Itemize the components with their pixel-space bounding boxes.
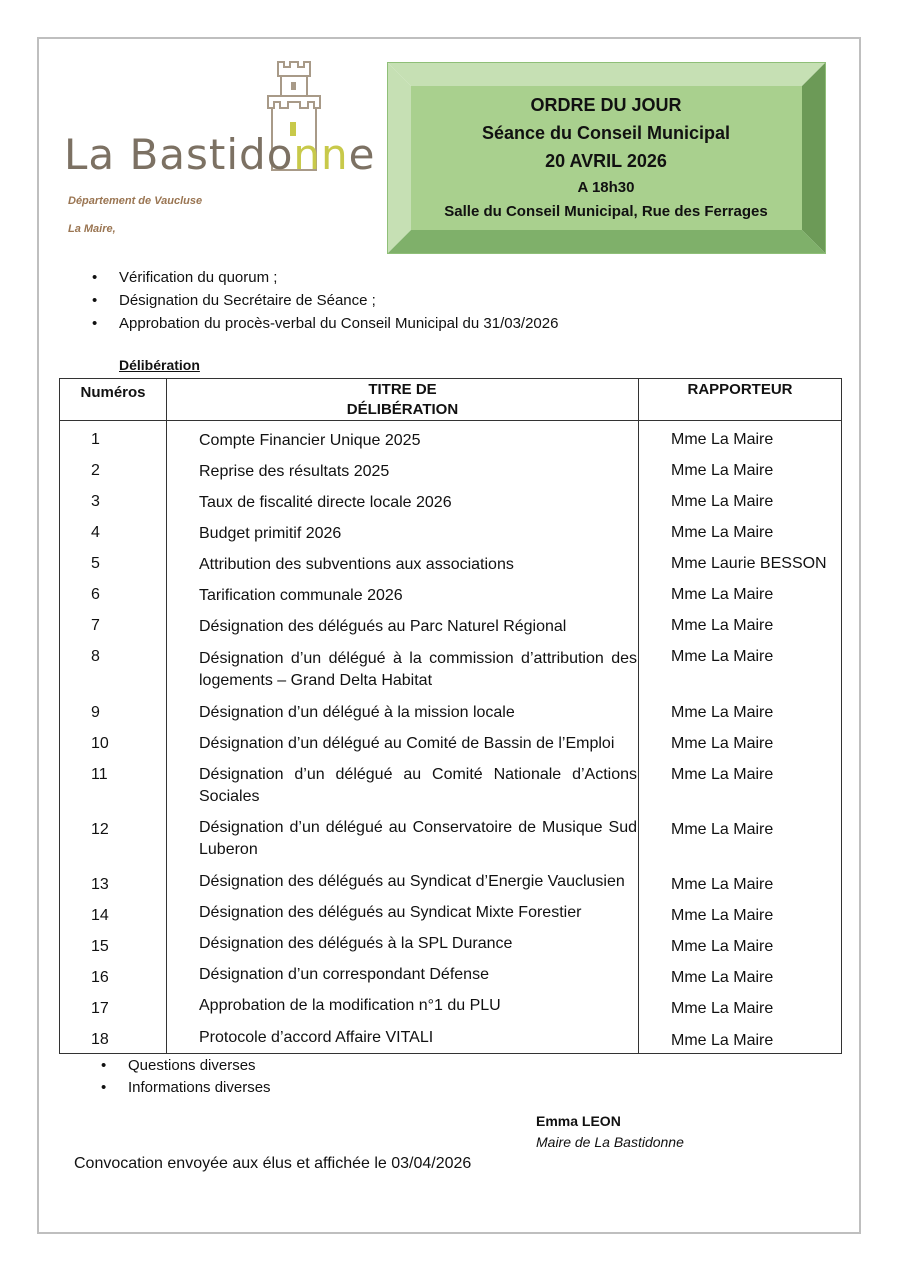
- row-title: Désignation d’un délégué au Comité Nationale d’Actions Sociales: [199, 766, 637, 805]
- session-date: 20 AVRIL 2026: [545, 151, 667, 171]
- row-number: 14: [91, 907, 109, 924]
- table-divider: [166, 378, 167, 1054]
- row-title: Budget primitif 2026: [199, 525, 342, 542]
- row-rapporteur: Mme La Maire: [671, 735, 774, 752]
- header-numeros: Numéros: [80, 384, 146, 401]
- row-rapporteur: Mme La Maire: [671, 431, 774, 448]
- row-title: Désignation d’un délégué à la mission locale: [199, 704, 515, 721]
- signatory-role: Maire de La Bastidonne: [536, 1134, 684, 1150]
- convocation-note: Convocation envoyée aux élus et affichée le 03/04/2026: [74, 1155, 472, 1172]
- row-number: 12: [91, 821, 109, 838]
- row-rapporteur: Mme Laurie BESSON: [671, 555, 827, 572]
- row-number: 6: [91, 586, 100, 603]
- row-number: 2: [91, 462, 100, 479]
- row-title: Taux de fiscalité directe locale 2026: [199, 494, 452, 511]
- row-number: 7: [91, 617, 100, 634]
- row-rapporteur: Mme La Maire: [671, 704, 774, 721]
- row-number: 4: [91, 524, 100, 541]
- agenda-title: ORDRE DU JOUR: [530, 95, 682, 115]
- row-rapporteur: Mme La Maire: [671, 462, 774, 479]
- row-title: Tarification communale 2026: [199, 587, 403, 604]
- session-time: A 18h30: [577, 179, 635, 196]
- row-rapporteur: Mme La Maire: [671, 524, 774, 541]
- header-titre-2: DÉLIBÉRATION: [346, 401, 459, 418]
- row-rapporteur: Mme La Maire: [671, 617, 774, 634]
- table-header-divider: [59, 420, 842, 421]
- row-rapporteur: Mme La Maire: [671, 493, 774, 510]
- logo-text: [64, 130, 376, 179]
- row-rapporteur: Mme La Maire: [671, 766, 774, 783]
- row-rapporteur: Mme La Maire: [671, 876, 774, 893]
- row-number: 5: [91, 555, 100, 572]
- row-title: Désignation d’un délégué au Comité de Bassin de l’Emploi: [199, 735, 615, 752]
- row-number: 1: [91, 431, 100, 448]
- row-rapporteur: Mme La Maire: [671, 586, 774, 603]
- row-rapporteur: Mme La Maire: [671, 1000, 774, 1017]
- row-title: Compte Financier Unique 2025: [199, 432, 421, 449]
- row-number: 18: [91, 1031, 109, 1048]
- row-title: Désignation des délégués au Syndicat Mixte Forestier: [199, 904, 582, 921]
- table-divider: [638, 378, 639, 1054]
- row-rapporteur: Mme La Maire: [671, 969, 774, 986]
- row-title: Désignation des délégués à la SPL Durance: [199, 935, 513, 952]
- row-rapporteur: Mme La Maire: [671, 648, 774, 665]
- row-number: 15: [91, 938, 109, 955]
- row-number: 13: [91, 876, 109, 893]
- row-rapporteur: Mme La Maire: [671, 1032, 774, 1049]
- session-location: Salle du Conseil Municipal, Rue des Ferrages: [444, 203, 768, 220]
- row-title: Reprise des résultats 2025: [199, 463, 390, 480]
- row-title: Désignation d’un délégué à la commission d’attribution des logements – Grand Delta Habitat: [199, 650, 637, 689]
- header-titre-1: TITRE DE: [368, 381, 437, 398]
- row-number: 17: [91, 1000, 109, 1017]
- row-rapporteur: Mme La Maire: [671, 821, 774, 838]
- row-title: Protocole d’accord Affaire VITALI: [199, 1029, 434, 1046]
- row-title: Désignation d’un correspondant Défense: [199, 966, 489, 983]
- maire-label: La Maire,: [68, 223, 116, 235]
- row-number: 11: [91, 766, 108, 783]
- row-number: 10: [91, 735, 109, 752]
- row-number: 3: [91, 493, 100, 510]
- logo-text-label: La Bastidonne: [64, 130, 376, 179]
- department-label: Département de Vaucluse: [68, 195, 203, 207]
- row-title: Désignation des délégués au Syndicat d’Energie Vauclusien: [199, 873, 625, 890]
- row-number: 8: [91, 648, 100, 665]
- row-number: 16: [91, 969, 109, 986]
- row-title: Approbation de la modification n°1 du PLU: [199, 997, 501, 1014]
- row-rapporteur: Mme La Maire: [671, 907, 774, 924]
- row-title: Attribution des subventions aux associations: [199, 556, 514, 573]
- row-title: Désignation des délégués au Parc Naturel Régional: [199, 618, 567, 635]
- row-rapporteur: Mme La Maire: [671, 938, 774, 955]
- row-title: Désignation d’un délégué au Conservatoire de Musique Sud Luberon: [199, 819, 637, 858]
- row-number: 9: [91, 704, 100, 721]
- logo: [62, 58, 376, 183]
- section-label: Délibération: [119, 357, 200, 373]
- session-title: Séance du Conseil Municipal: [481, 123, 731, 143]
- signatory-name: Emma LEON: [536, 1113, 621, 1129]
- header-rapporteur: RAPPORTEUR: [687, 381, 793, 398]
